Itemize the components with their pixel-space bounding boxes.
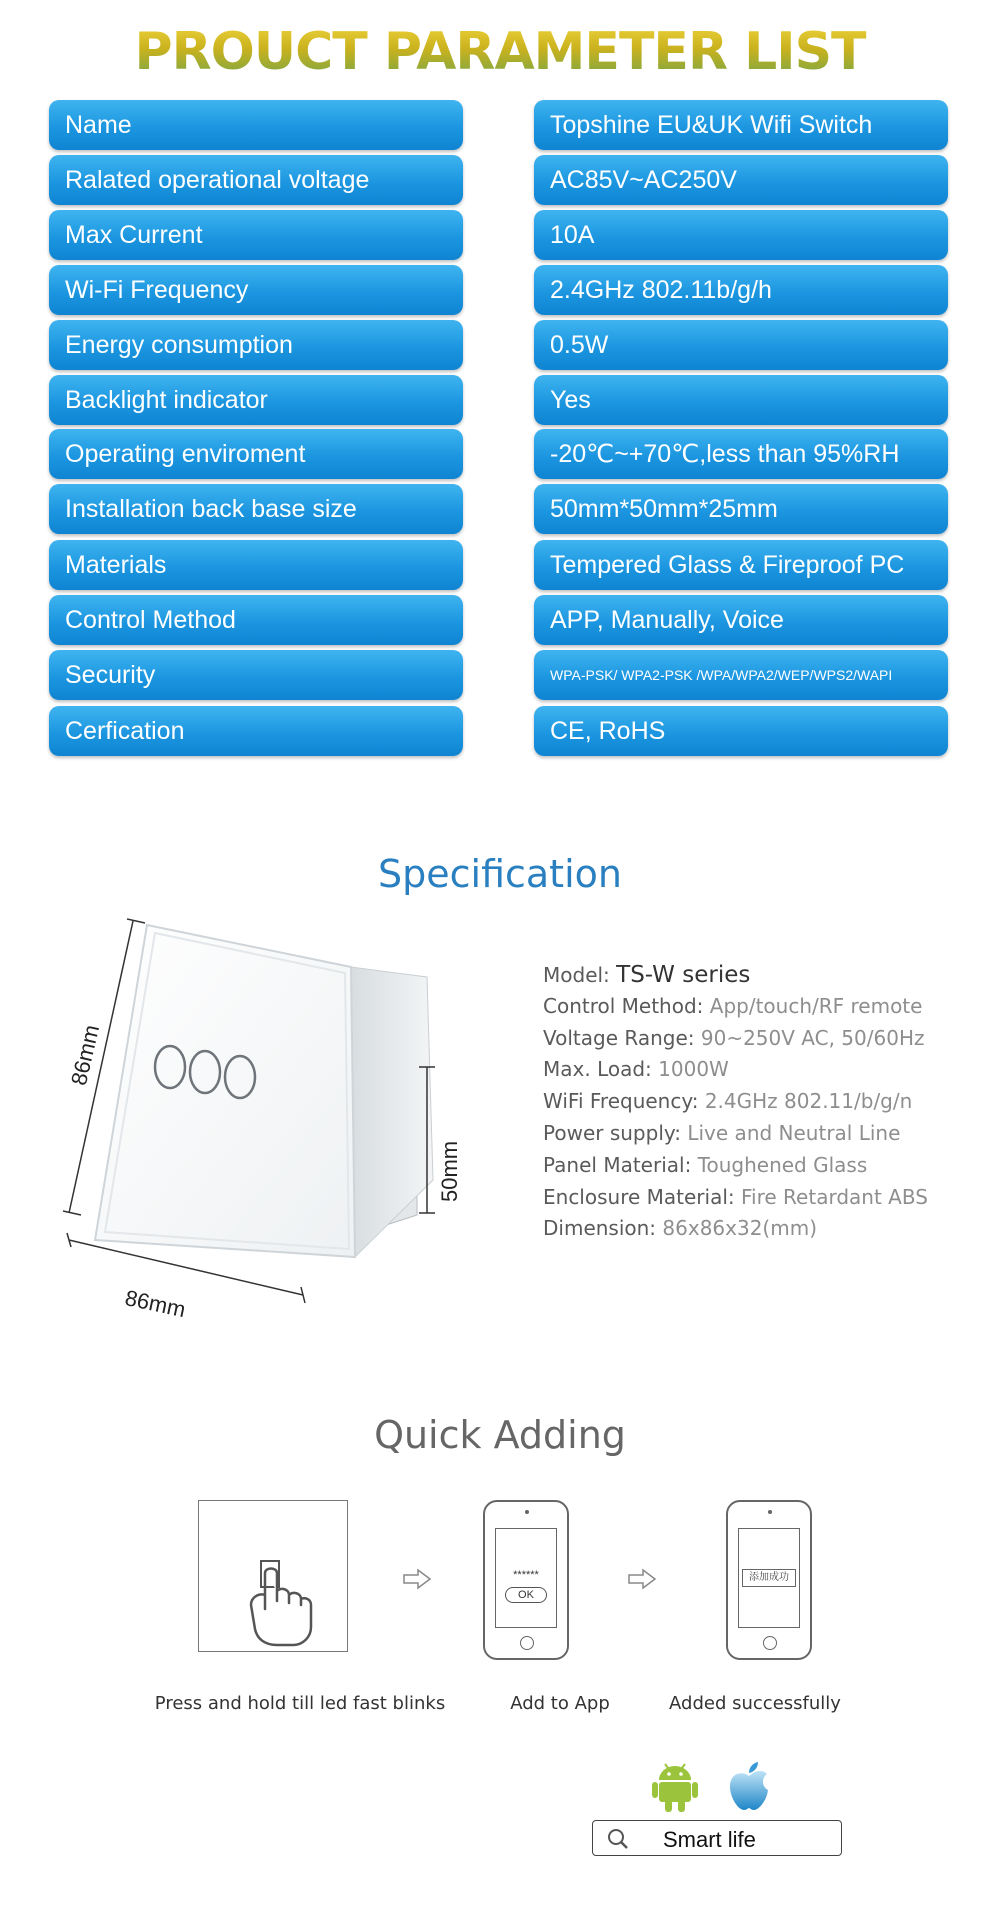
spec-line <box>543 1026 924 1050</box>
param-value: CE, RoHS <box>534 706 948 756</box>
spec-key: Max. Load: <box>543 1057 652 1082</box>
param-value: Topshine EU&UK Wifi Switch <box>534 100 948 150</box>
param-value: AC85V~AC250V <box>534 155 948 205</box>
phone-add-app-illustration <box>483 1500 569 1660</box>
param-value: 10A <box>534 210 948 260</box>
home-button-icon <box>520 1636 534 1650</box>
spec-key: Power supply: <box>543 1121 681 1145</box>
param-label: Wi-Fi Frequency <box>49 265 463 315</box>
phone-screen <box>495 1528 557 1628</box>
step-caption-add: Add to App <box>510 1693 610 1714</box>
spec-key: Model: <box>543 963 610 987</box>
android-icon <box>651 1760 699 1814</box>
param-label: Name <box>49 100 463 150</box>
spec-value: TS-W series <box>616 962 751 988</box>
success-message: 添加成功 <box>742 1569 796 1587</box>
spec-key: Control Method: <box>543 993 704 1018</box>
home-button-icon <box>763 1636 777 1650</box>
switch-press-illustration <box>198 1500 348 1652</box>
arrow-right-icon <box>402 1568 432 1590</box>
spec-line <box>543 1185 928 1209</box>
param-label: Operating enviroment <box>49 429 463 479</box>
param-label: Backlight indicator <box>49 375 463 425</box>
param-value: -20℃~+70℃,less than 95%RH <box>534 429 948 479</box>
spec-line <box>543 1153 867 1177</box>
param-label: Security <box>49 650 463 700</box>
specification-heading: Specification <box>378 852 622 896</box>
spec-value: Fire Retardant ABS <box>741 1184 928 1209</box>
param-value: 50mm*50mm*25mm <box>534 484 948 534</box>
spec-key: WiFi Frequency: <box>543 1089 699 1114</box>
spec-key: Dimension: <box>543 1216 657 1241</box>
param-value: Yes <box>534 375 948 425</box>
page-title: PROUCT PARAMETER LIST <box>0 22 1000 82</box>
phone-success-illustration <box>726 1500 812 1660</box>
param-label: Ralated operational voltage <box>49 155 463 205</box>
step-caption-success: Added successfully <box>669 1693 841 1714</box>
param-label: Materials <box>49 540 463 590</box>
spec-key: Enclosure Material: <box>543 1184 735 1209</box>
apple-icon <box>727 1760 771 1812</box>
param-label: Cerfication <box>49 706 463 756</box>
param-label: Energy consumption <box>49 320 463 370</box>
spec-value: Toughened Glass <box>697 1152 868 1177</box>
param-label: Installation back base size <box>49 484 463 534</box>
spec-value: 2.4GHz 802.11/b/g/n <box>704 1089 913 1114</box>
spec-line <box>543 962 750 988</box>
phone-screen <box>738 1528 800 1628</box>
param-label: Max Current <box>49 210 463 260</box>
spec-value: 90~250V AC, 50/60Hz <box>700 1025 925 1050</box>
password-field: ****** <box>513 1569 539 1581</box>
height-dimension-label: 86mm <box>66 1022 105 1088</box>
width-dimension-label: 86mm <box>122 1285 188 1323</box>
param-value: WPA-PSK/ WPA2-PSK /WPA/WPA2/WEP/WPS2/WAPI <box>534 650 948 700</box>
param-value: 2.4GHz 802.11b/g/h <box>534 265 948 315</box>
param-value: APP, Manually, Voice <box>534 595 948 645</box>
spec-line <box>543 1216 817 1240</box>
spec-line <box>543 994 922 1018</box>
spec-key: Panel Material: <box>543 1152 692 1177</box>
quick-adding-heading: Quick Adding <box>374 1413 626 1457</box>
param-value: Tempered Glass & Fireproof PC <box>534 540 948 590</box>
spec-value: App/touch/RF remote <box>709 993 923 1018</box>
spec-line <box>543 1089 912 1113</box>
spec-key: Voltage Range: <box>543 1025 695 1050</box>
spec-value: Live and Neutral Line <box>687 1121 901 1145</box>
app-search-box <box>592 1820 842 1856</box>
app-search-label: Smart life <box>663 1827 756 1852</box>
search-icon <box>607 1828 629 1850</box>
arrow-right-icon <box>627 1568 657 1590</box>
ok-button: OK <box>505 1587 547 1603</box>
spec-line <box>543 1121 900 1145</box>
param-label: Control Method <box>49 595 463 645</box>
switch-product-image <box>55 915 475 1335</box>
hand-press-icon <box>199 1501 349 1653</box>
param-value: 0.5W <box>534 320 948 370</box>
spec-line <box>543 1057 729 1081</box>
spec-value: 86x86x32(mm) <box>662 1216 817 1241</box>
step-caption-press: Press and hold till led fast blinks <box>154 1693 446 1714</box>
box-dimension-label: 50mm <box>437 1140 462 1202</box>
spec-value: 1000W <box>658 1057 729 1082</box>
